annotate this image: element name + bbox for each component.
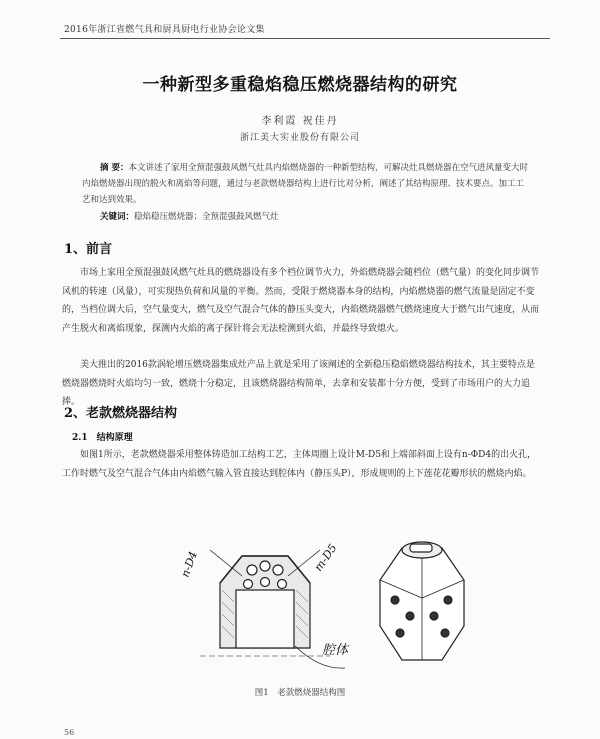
section-1-paragraph-2: 美大推出的2016款涡轮增压燃烧器集成灶产品上就是采用了该阐述的全新稳压稳焰燃烧器结构技术，其主要特点是燃烧器燃烧时火焰均匀一致，燃烧十分稳定，且该燃烧器结构简单，去拿和安装都十分方便，受到了市场用户的大力追捧。: [62, 360, 535, 407]
page-number: 56: [64, 728, 75, 737]
running-header: 2016年浙江省燃气具和厨具厨电行业协会论文集: [64, 25, 265, 35]
burner-perspective-view: [380, 542, 464, 660]
burner-structure-figure: [170, 528, 470, 678]
authors: 李利霞 祝佳丹: [261, 116, 339, 127]
keywords-label: 关键词：: [100, 212, 135, 222]
abstract-label: 摘 要：: [100, 163, 129, 173]
label-n-d4: n-D4: [178, 549, 200, 580]
section-1-heading: 1、前言: [64, 242, 113, 257]
label-m-d5: m-D5: [311, 541, 340, 574]
figure-caption: 图1 老款燃烧器结构图: [254, 688, 346, 698]
keywords-text: 稳焰稳压燃烧器；全预混强鼓风燃气灶: [134, 212, 279, 222]
abstract-text: 本文讲述了家用全预混强鼓风燃气灶具内焰燃烧器的一种新型结构，可解决灶具燃烧器在空气进风量变大时内焰燃烧器出现的脱火和离焰等问题，通过与老款燃烧器结构上进行比对分析，阐述了其结构原理、技术要点、加工工艺和达到效果。: [82, 163, 528, 205]
affiliation: 浙江美大实业股份有限公司: [239, 133, 360, 143]
subsection-2-1-heading: 2.1 结构原理: [72, 433, 133, 443]
keywords: [100, 210, 530, 222]
label-chamber: 腔体: [322, 643, 349, 658]
section-2-paragraph: 如图1所示，老款燃烧器采用整体铸造加工结构工艺，主体周圈上设计M-D5和上端部斜面上设有n-ΦD4的出火孔，工作时燃气及空气混合气体由内焰燃气输入管直接达到腔体内（静压头P），形成规则的上下莲花花瓣形状的燃烧内焰。: [62, 450, 537, 479]
section-1-paragraph-1: 市场上家用全预混强鼓风燃气灶具的燃烧器设有多个档位调节火力，外焰燃烧器会随档位（燃气量）的变化同步调节风机的转速（风量），可实现热负荷和风量的平衡。然而，受限于燃烧器本身的结构，内焰燃烧器的燃气流量是固定不变的，当档位调大后，空气量变大，燃气及空气混合气体的静压头变大，内焰燃烧器燃气燃烧速度大于燃气出气速度，从而产生脱火和离焰现象，探测内火焰的离子探针将会无法检测到火焰，并最终导致熄火。: [62, 268, 540, 334]
abstract: [82, 160, 530, 208]
header-rule: [60, 38, 550, 39]
section-2-heading: 2、老款燃烧器结构: [64, 406, 178, 421]
paper-title: 一种新型多重稳焰稳压燃烧器结构的研究: [142, 75, 458, 95]
